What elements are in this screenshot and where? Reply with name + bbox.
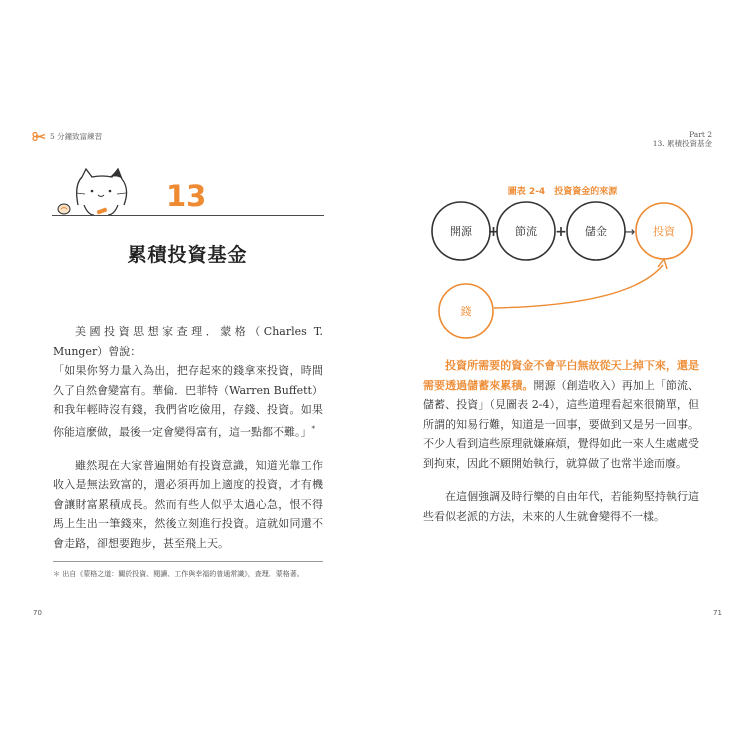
chapter-label: 13. 累積投資基金 — [652, 139, 712, 148]
node-label-jieliu: 節流 — [515, 225, 537, 238]
figure-caption: 圖表 2-4 投資資金的來源 — [507, 187, 618, 197]
highlighted-text: 投資所需要的資金不會平白無故從天上掉下來，還是需要透過儲蓄來累積。 — [423, 359, 699, 392]
paragraph: 雖然現在大家普遍開始有投資意識，知道光靠工作收入是無法致富的，還必須再加上適度的投資，才有機會讓財富累積成長。然而有些人似乎太過心急，恨不得馬上生出一筆錢來，然後立刻進行投資。這就如同還不會走路，卻想要跑步，甚至飛上天。 — [53, 458, 323, 550]
scissors-icon — [32, 132, 46, 141]
paragraph: 美國投資思想家查理．蒙格（Charles T. Munger）曾說： — [53, 325, 323, 358]
chapter-number: 13 — [166, 179, 207, 213]
running-header-left — [32, 131, 102, 142]
plus-operator: + — [487, 224, 500, 240]
footnote: ＊ 出自《蒙格之道：關於投資、閱讀、工作與幸福的普通常識》，查理．蒙格著。 — [53, 570, 304, 578]
chapter-header-rule — [52, 215, 324, 216]
footnote-rule — [53, 561, 323, 562]
node-label-chujin: 儲金 — [585, 225, 607, 238]
running-header-right — [653, 130, 712, 148]
footnote-marker: * — [311, 424, 315, 433]
left-body-text — [53, 322, 323, 567]
quote-text: 「如果你努力量入為出，把存起來的錢拿來投資，時間久了自然會變富有。華倫．巴菲特（Warren Buffett）和我年輕時沒有錢，我們省吃儉用，存錢、投資。如果你能這麼做，最後一定會變得富有，這一點都不難。」 — [53, 364, 323, 439]
paragraph: 在這個強調及時行樂的自由年代，若能夠堅持執行這些看似老派的方法，未來的人生就會變得不一樣。 — [423, 490, 699, 523]
node-label-touzi: 投資 — [653, 225, 675, 238]
plus-operator: + — [555, 224, 567, 240]
page-number-left: 70 — [33, 609, 42, 617]
arrow-head-icon — [658, 259, 667, 269]
node-label-qian: 錢 — [460, 305, 472, 318]
curved-arrow — [494, 265, 663, 308]
quote-paragraph — [53, 361, 323, 442]
arrow-operator: → — [624, 225, 636, 240]
funding-source-diagram — [420, 195, 710, 345]
node-label-kaiyuan: 開源 — [450, 225, 472, 238]
paragraph — [423, 356, 699, 473]
page-number-right: 71 — [713, 609, 722, 617]
book-title: 5 分鐘致富練習 — [50, 132, 103, 141]
right-body-text — [423, 356, 699, 540]
paragraph-rest: 開源（創造收入）再加上「節流、儲蓄、投資」（見圖表 2-4），這些道理看起來很簡單，但所謂的知易行難，知道是一回事，要做到又是另一回事。不少人看到這些原理就嫌麻煩，覺得如此一來人生處處受到拘束，因此不願開始執行，就算做了也常半途而廢。 — [423, 378, 700, 470]
chapter-title: 累積投資基金 — [127, 244, 248, 266]
part-label: Part 2 — [689, 130, 712, 139]
